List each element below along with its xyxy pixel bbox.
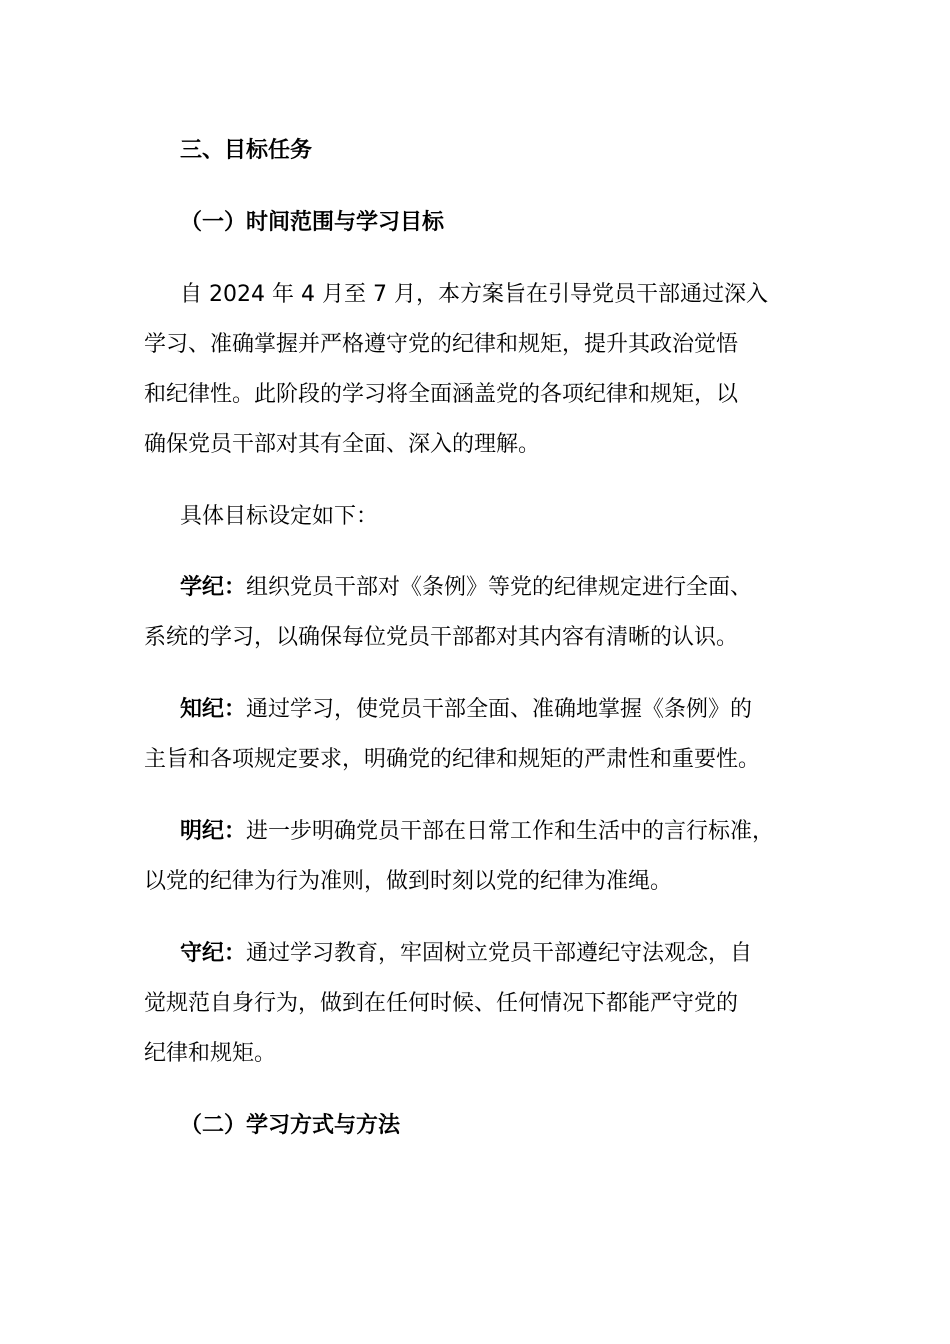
goal-2-term: 知纪： — [180, 697, 247, 722]
intro-line-4: 确保党员干部对其有全面、深入的理解。 — [144, 432, 541, 457]
subsection-2-title: （二）学习方式与方法 — [180, 1113, 401, 1138]
section-title: 三、目标任务 — [180, 138, 313, 163]
intro-line-1: 自 2024 年 4 月至 7 月，本方案旨在引导党员干部通过深入 — [180, 282, 768, 307]
goal-1-line-1 — [180, 573, 752, 603]
goal-1-line-2: 系统的学习，以确保每位党员干部都对其内容有清晰的认识。 — [144, 625, 739, 650]
goal-4-text: 通过学习教育，牢固树立党员干部遵纪守法观念，自 — [246, 941, 753, 966]
goal-4-line-2: 觉规范自身行为，做到在任何时候、任何情况下都能严守党的 — [144, 991, 739, 1016]
goal-3-text: 进一步明确党员干部在日常工作和生活中的言行标准， — [246, 819, 775, 844]
goal-1-text: 组织党员干部对《条例》等党的纪律规定进行全面、 — [246, 575, 753, 600]
goal-3-line-2: 以党的纪律为行为准则，做到时刻以党的纪律为准绳。 — [144, 869, 673, 894]
intro-line-2: 学习、准确掌握并严格遵守党的纪律和规矩，提升其政治觉悟 — [144, 332, 739, 357]
goal-4-term: 守纪： — [180, 941, 247, 966]
goal-2-line-1 — [180, 695, 752, 725]
goal-1-term: 学纪： — [180, 575, 247, 600]
goal-2-line-2: 主旨和各项规定要求，明确党的纪律和规矩的严肃性和重要性。 — [144, 747, 761, 772]
goal-3-line-1 — [180, 817, 774, 847]
subsection-1-title: （一）时间范围与学习目标 — [180, 210, 445, 235]
intro-line-3: 和纪律性。此阶段的学习将全面涵盖党的各项纪律和规矩，以 — [144, 382, 739, 407]
goal-4-line-1 — [180, 939, 752, 969]
goals-lead: 具体目标设定如下： — [180, 504, 379, 529]
goal-4-line-3: 纪律和规矩。 — [144, 1041, 277, 1066]
goal-2-text: 通过学习，使党员干部全面、准确地掌握《条例》的 — [246, 697, 753, 722]
goal-3-term: 明纪： — [180, 819, 247, 844]
